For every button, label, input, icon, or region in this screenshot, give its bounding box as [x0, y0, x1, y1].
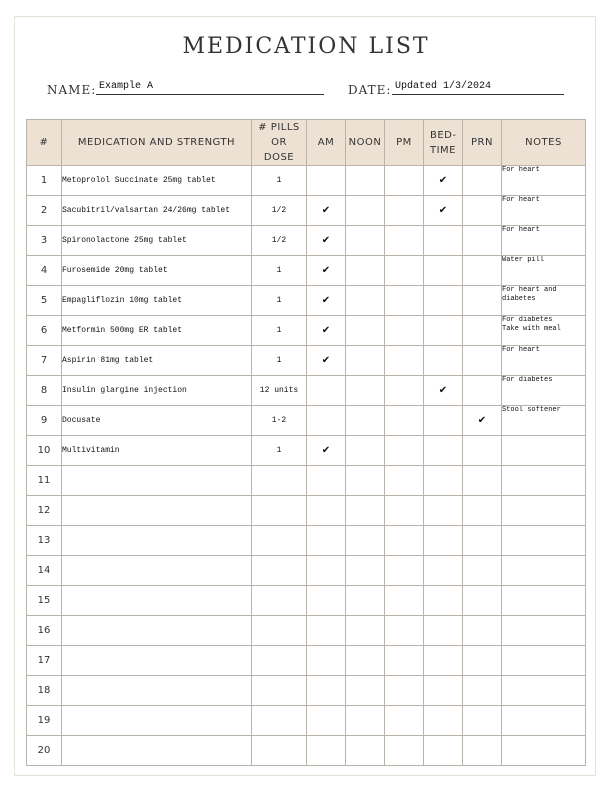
noon-check-cell[interactable] [346, 316, 385, 346]
am-check-cell[interactable] [307, 376, 346, 406]
medication-name-cell[interactable]: Insulin glargine injection [62, 376, 252, 406]
row-number: 20 [27, 736, 62, 766]
notes-cell[interactable]: For heart [502, 346, 586, 376]
table-row [27, 166, 586, 196]
dose-cell[interactable] [252, 556, 307, 586]
prn-check-cell[interactable] [463, 646, 502, 676]
bedtime-check-cell[interactable] [424, 226, 463, 256]
col-header-noon: NOON [346, 120, 385, 166]
row-number: 11 [27, 466, 62, 496]
pm-check-cell[interactable] [385, 616, 424, 646]
am-check-cell[interactable]: ✔ [307, 256, 346, 286]
noon-check-cell[interactable] [346, 466, 385, 496]
notes-cell[interactable]: For heart and diabetes [502, 286, 586, 316]
pm-check-cell[interactable] [385, 466, 424, 496]
noon-check-cell[interactable] [346, 616, 385, 646]
row-number: 15 [27, 586, 62, 616]
bedtime-check-cell[interactable]: ✔ [424, 376, 463, 406]
page-title: MEDICATION LIST [182, 34, 430, 59]
pm-check-cell[interactable] [385, 286, 424, 316]
table-row [27, 346, 586, 376]
pm-check-cell[interactable] [385, 646, 424, 676]
bedtime-check-cell[interactable] [424, 676, 463, 706]
bedtime-check-cell[interactable] [424, 406, 463, 436]
notes-cell[interactable] [502, 616, 586, 646]
table-row [27, 316, 586, 346]
dose-cell[interactable]: 1/2 [252, 226, 307, 256]
medication-name-cell[interactable]: Multivitamin [62, 436, 252, 466]
name-field[interactable]: Example A [96, 81, 324, 95]
medication-name-cell[interactable]: Docusate [62, 406, 252, 436]
bedtime-check-cell[interactable] [424, 646, 463, 676]
bedtime-check-cell[interactable] [424, 496, 463, 526]
date-field[interactable]: Updated 1/3/2024 [392, 81, 564, 95]
noon-check-cell[interactable] [346, 436, 385, 466]
bedtime-check-cell[interactable] [424, 556, 463, 586]
dose-cell[interactable] [252, 496, 307, 526]
pm-check-cell[interactable] [385, 346, 424, 376]
bedtime-check-cell[interactable] [424, 586, 463, 616]
table-row [27, 616, 586, 646]
table-row [27, 196, 586, 226]
notes-cell[interactable] [502, 646, 586, 676]
am-check-cell[interactable] [307, 676, 346, 706]
bedtime-check-cell[interactable]: ✔ [424, 196, 463, 226]
row-number: 9 [27, 406, 62, 436]
am-check-cell[interactable]: ✔ [307, 436, 346, 466]
dose-cell[interactable]: 1 [252, 346, 307, 376]
notes-cell[interactable]: For diabetes [502, 376, 586, 406]
medication-name-cell[interactable] [62, 706, 252, 736]
noon-check-cell[interactable] [346, 676, 385, 706]
table-row [27, 676, 586, 706]
am-check-cell[interactable] [307, 466, 346, 496]
notes-cell[interactable] [502, 436, 586, 466]
table-row [27, 286, 586, 316]
table-row [27, 556, 586, 586]
pm-check-cell[interactable] [385, 526, 424, 556]
table-header-row [27, 120, 586, 166]
col-header-notes: NOTES [502, 120, 586, 166]
bedtime-check-cell[interactable] [424, 346, 463, 376]
dose-cell[interactable] [252, 676, 307, 706]
am-check-cell[interactable]: ✔ [307, 226, 346, 256]
prn-check-cell[interactable] [463, 706, 502, 736]
pm-check-cell[interactable] [385, 406, 424, 436]
row-number: 2 [27, 196, 62, 226]
pm-check-cell[interactable] [385, 676, 424, 706]
am-check-cell[interactable] [307, 166, 346, 196]
prn-check-cell[interactable] [463, 466, 502, 496]
bedtime-check-cell[interactable] [424, 736, 463, 766]
pm-check-cell[interactable] [385, 196, 424, 226]
pm-check-cell[interactable] [385, 556, 424, 586]
dose-cell[interactable]: 1 [252, 316, 307, 346]
notes-cell[interactable]: For heart [502, 226, 586, 256]
table-row [27, 496, 586, 526]
medication-name-cell[interactable] [62, 676, 252, 706]
name-label: NAME: [47, 83, 97, 97]
noon-check-cell[interactable] [346, 556, 385, 586]
noon-check-cell[interactable] [346, 226, 385, 256]
bedtime-check-cell[interactable]: ✔ [424, 166, 463, 196]
noon-check-cell[interactable] [346, 286, 385, 316]
table-row [27, 706, 586, 736]
bedtime-check-cell[interactable] [424, 316, 463, 346]
row-number: 16 [27, 616, 62, 646]
dose-cell[interactable] [252, 586, 307, 616]
dose-cell[interactable] [252, 736, 307, 766]
row-number: 8 [27, 376, 62, 406]
table-row [27, 466, 586, 496]
dose-cell[interactable] [252, 706, 307, 736]
row-number: 6 [27, 316, 62, 346]
prn-check-cell[interactable] [463, 166, 502, 196]
col-header-pm: PM [385, 120, 424, 166]
noon-check-cell[interactable] [346, 166, 385, 196]
medication-name-cell[interactable] [62, 466, 252, 496]
noon-check-cell[interactable] [346, 646, 385, 676]
bedtime-check-cell[interactable] [424, 706, 463, 736]
row-number: 10 [27, 436, 62, 466]
medication-name-cell[interactable]: Empagliflozin 10mg tablet [62, 286, 252, 316]
bedtime-check-cell[interactable] [424, 436, 463, 466]
noon-check-cell[interactable] [346, 736, 385, 766]
noon-check-cell[interactable] [346, 586, 385, 616]
medication-name-cell[interactable]: Metformin 500mg ER tablet [62, 316, 252, 346]
pm-check-cell[interactable] [385, 706, 424, 736]
col-header-medication: MEDICATION AND STRENGTH [62, 120, 252, 166]
prn-check-cell[interactable] [463, 496, 502, 526]
noon-check-cell[interactable] [346, 706, 385, 736]
table-row [27, 586, 586, 616]
prn-check-cell[interactable] [463, 556, 502, 586]
prn-check-cell[interactable] [463, 256, 502, 286]
noon-check-cell[interactable] [346, 196, 385, 226]
row-number: 4 [27, 256, 62, 286]
am-check-cell[interactable] [307, 526, 346, 556]
row-number: 12 [27, 496, 62, 526]
table-row [27, 736, 586, 766]
notes-cell[interactable]: For heart [502, 196, 586, 226]
table-row [27, 526, 586, 556]
prn-check-cell[interactable] [463, 226, 502, 256]
row-number: 3 [27, 226, 62, 256]
prn-check-cell[interactable] [463, 586, 502, 616]
pm-check-cell[interactable] [385, 166, 424, 196]
prn-check-cell[interactable] [463, 196, 502, 226]
am-check-cell[interactable]: ✔ [307, 196, 346, 226]
notes-cell[interactable] [502, 526, 586, 556]
prn-check-cell[interactable] [463, 346, 502, 376]
prn-check-cell[interactable] [463, 376, 502, 406]
medication-name-cell[interactable] [62, 526, 252, 556]
dose-cell[interactable]: 1/2 [252, 196, 307, 226]
prn-check-cell[interactable] [463, 436, 502, 466]
dose-cell[interactable] [252, 466, 307, 496]
noon-check-cell[interactable] [346, 526, 385, 556]
noon-check-cell[interactable] [346, 346, 385, 376]
notes-cell[interactable]: Stool softener [502, 406, 586, 436]
noon-check-cell[interactable] [346, 376, 385, 406]
am-check-cell[interactable] [307, 406, 346, 436]
prn-check-cell[interactable] [463, 316, 502, 346]
am-check-cell[interactable]: ✔ [307, 316, 346, 346]
notes-cell[interactable] [502, 676, 586, 706]
dose-cell[interactable]: 1 [252, 256, 307, 286]
prn-check-cell[interactable] [463, 676, 502, 706]
medication-name-cell[interactable] [62, 736, 252, 766]
bedtime-check-cell[interactable] [424, 286, 463, 316]
table-row [27, 256, 586, 286]
prn-check-cell[interactable]: ✔ [463, 406, 502, 436]
dose-cell[interactable]: 1 [252, 286, 307, 316]
dose-cell[interactable] [252, 526, 307, 556]
bedtime-check-cell[interactable] [424, 526, 463, 556]
row-number: 13 [27, 526, 62, 556]
noon-check-cell[interactable] [346, 496, 385, 526]
notes-cell[interactable]: Water pill [502, 256, 586, 286]
prn-check-cell[interactable] [463, 736, 502, 766]
dose-cell[interactable]: 12 units [252, 376, 307, 406]
dose-cell[interactable]: 1-2 [252, 406, 307, 436]
am-check-cell[interactable] [307, 646, 346, 676]
pm-check-cell[interactable] [385, 256, 424, 286]
dose-cell[interactable] [252, 616, 307, 646]
am-check-cell[interactable] [307, 736, 346, 766]
medication-name-cell[interactable] [62, 646, 252, 676]
medication-name-cell[interactable] [62, 586, 252, 616]
table-row [27, 646, 586, 676]
col-header-am: AM [307, 120, 346, 166]
prn-check-cell[interactable] [463, 526, 502, 556]
col-header-dose: # PILLS OR DOSE [252, 120, 307, 166]
am-check-cell[interactable] [307, 586, 346, 616]
pm-check-cell[interactable] [385, 736, 424, 766]
am-check-cell[interactable] [307, 616, 346, 646]
dose-cell[interactable]: 1 [252, 436, 307, 466]
pm-check-cell[interactable] [385, 496, 424, 526]
table-row [27, 406, 586, 436]
notes-cell[interactable]: For diabetes Take with meal [502, 316, 586, 346]
noon-check-cell[interactable] [346, 256, 385, 286]
date-label: DATE: [348, 83, 392, 97]
col-header-bedtime: BED-TIME [424, 120, 463, 166]
medication-name-cell[interactable]: Spironolactone 25mg tablet [62, 226, 252, 256]
medication-name-cell[interactable] [62, 616, 252, 646]
row-number: 1 [27, 166, 62, 196]
row-number: 18 [27, 676, 62, 706]
notes-cell[interactable] [502, 586, 586, 616]
pm-check-cell[interactable] [385, 316, 424, 346]
col-header-prn: PRN [463, 120, 502, 166]
medication-name-cell[interactable]: Sacubitril/valsartan 24/26mg tablet [62, 196, 252, 226]
dose-cell[interactable]: 1 [252, 166, 307, 196]
row-number: 7 [27, 346, 62, 376]
pm-check-cell[interactable] [385, 226, 424, 256]
medication-name-cell[interactable]: Aspirin 81mg tablet [62, 346, 252, 376]
row-number: 19 [27, 706, 62, 736]
medication-table [26, 119, 586, 766]
bedtime-check-cell[interactable] [424, 466, 463, 496]
row-number: 17 [27, 646, 62, 676]
prn-check-cell[interactable] [463, 286, 502, 316]
pm-check-cell[interactable] [385, 586, 424, 616]
pm-check-cell[interactable] [385, 376, 424, 406]
bedtime-check-cell[interactable] [424, 256, 463, 286]
notes-cell[interactable] [502, 466, 586, 496]
am-check-cell[interactable] [307, 706, 346, 736]
notes-cell[interactable] [502, 496, 586, 526]
notes-cell[interactable] [502, 556, 586, 586]
am-check-cell[interactable]: ✔ [307, 286, 346, 316]
medication-name-cell[interactable]: Metoprolol Succinate 25mg tablet [62, 166, 252, 196]
am-check-cell[interactable]: ✔ [307, 346, 346, 376]
table-row [27, 376, 586, 406]
noon-check-cell[interactable] [346, 406, 385, 436]
col-header-number: # [27, 120, 62, 166]
row-number: 5 [27, 286, 62, 316]
table-row [27, 226, 586, 256]
bedtime-check-cell[interactable] [424, 616, 463, 646]
table-row [27, 436, 586, 466]
dose-cell[interactable] [252, 646, 307, 676]
notes-cell[interactable] [502, 706, 586, 736]
pm-check-cell[interactable] [385, 436, 424, 466]
notes-cell[interactable] [502, 736, 586, 766]
am-check-cell[interactable] [307, 496, 346, 526]
row-number: 14 [27, 556, 62, 586]
am-check-cell[interactable] [307, 556, 346, 586]
medication-name-cell[interactable]: Furosemide 20mg tablet [62, 256, 252, 286]
medication-name-cell[interactable] [62, 496, 252, 526]
medication-name-cell[interactable] [62, 556, 252, 586]
prn-check-cell[interactable] [463, 616, 502, 646]
notes-cell[interactable]: For heart [502, 166, 586, 196]
